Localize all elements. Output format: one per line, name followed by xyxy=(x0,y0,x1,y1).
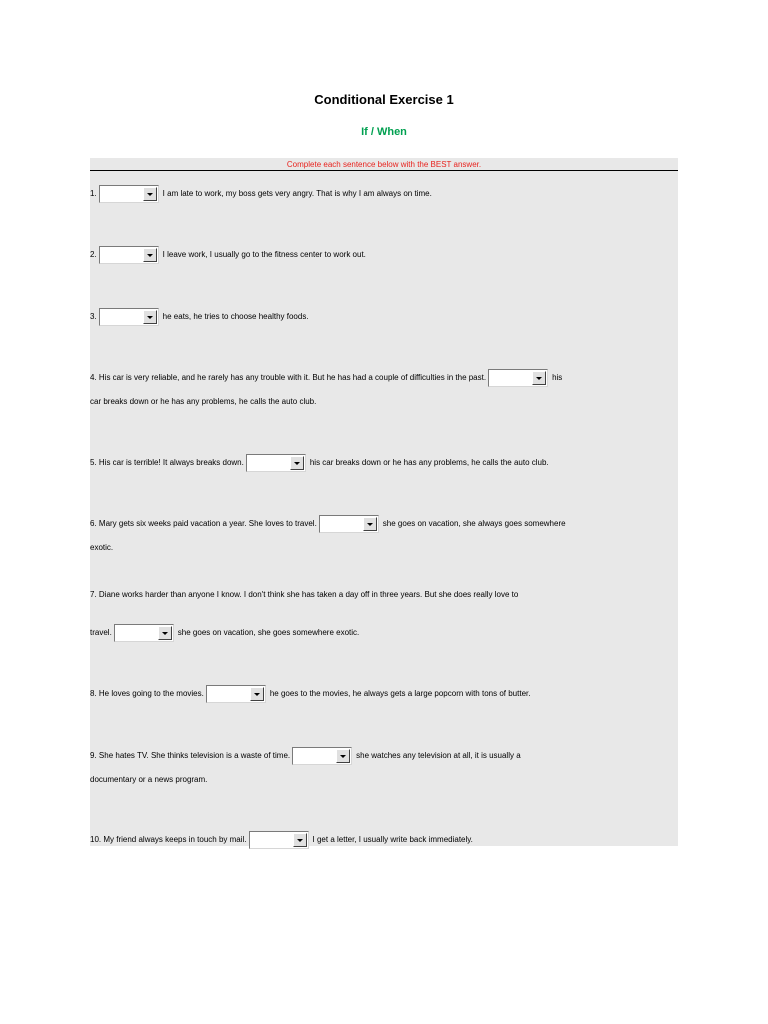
answer-select-10[interactable] xyxy=(249,831,309,849)
question-text-before: His car is terrible! It always breaks down. xyxy=(98,458,244,467)
question-text-after: I am late to work, my boss gets very angry. That is why I am always on time. xyxy=(162,189,432,198)
question-text-after: his xyxy=(552,373,563,382)
question-text-after: I get a letter, I usually write back immediately. xyxy=(312,835,473,844)
answer-select-6[interactable] xyxy=(319,515,379,533)
question-text-before: He loves going to the movies. xyxy=(98,689,204,698)
question-text-after: she goes on vacation, she goes somewhere exotic. xyxy=(177,628,360,637)
question-6 xyxy=(90,512,678,560)
question-number: 6. xyxy=(90,519,97,528)
answer-select-5[interactable] xyxy=(246,454,306,472)
chevron-down-icon[interactable] xyxy=(532,371,546,385)
chevron-down-icon[interactable] xyxy=(336,749,350,763)
question-number: 2. xyxy=(90,250,97,259)
divider xyxy=(90,170,678,171)
question-number: 9. xyxy=(90,751,97,760)
question-number: 4. xyxy=(90,373,97,382)
question-9 xyxy=(90,744,678,792)
question-text-before: My friend always keeps in touch by mail. xyxy=(103,835,247,844)
question-text-after: he goes to the movies, he always gets a large popcorn with tons of butter. xyxy=(269,689,531,698)
chevron-down-icon[interactable] xyxy=(363,517,377,531)
answer-select-7[interactable] xyxy=(114,624,174,642)
question-number: 5. xyxy=(90,458,97,467)
page-title: Conditional Exercise 1 xyxy=(314,92,454,107)
page-subtitle: If / When xyxy=(361,126,407,138)
question-text-continued: car breaks down or he has any problems, he calls the auto club. xyxy=(90,397,317,406)
chevron-down-icon[interactable] xyxy=(143,187,157,201)
question-number: 3. xyxy=(90,312,97,321)
question-number: 7. xyxy=(90,590,97,599)
answer-select-1[interactable] xyxy=(99,185,159,203)
instruction-text: Complete each sentence below with the BEST answer. xyxy=(286,160,482,169)
question-text-after: she goes on vacation, she always goes somewhere xyxy=(382,519,566,528)
question-number: 8. xyxy=(90,689,97,698)
chevron-down-icon[interactable] xyxy=(158,626,172,640)
question-text-after: she watches any television at all, it is usually a xyxy=(356,751,521,760)
exercise-panel xyxy=(90,158,678,846)
question-number: 1. xyxy=(90,189,97,198)
question-number: 10. xyxy=(90,835,102,844)
question-text-continued: documentary or a news program. xyxy=(90,775,208,784)
question-3 xyxy=(90,305,678,329)
answer-select-4[interactable] xyxy=(488,369,548,387)
question-4 xyxy=(90,366,678,414)
chevron-down-icon[interactable] xyxy=(290,456,304,470)
question-text-continued: exotic. xyxy=(90,543,114,552)
question-text-before: Mary gets six weeks paid vacation a year. She loves to travel. xyxy=(98,519,317,528)
question-text-after: he eats, he tries to choose healthy foods. xyxy=(162,312,309,321)
question-1 xyxy=(90,182,678,206)
chevron-down-icon[interactable] xyxy=(293,833,307,847)
question-text-before: She hates TV. She thinks television is a waste of time. xyxy=(98,751,291,760)
chevron-down-icon[interactable] xyxy=(143,248,157,262)
answer-select-3[interactable] xyxy=(99,308,159,326)
question-10 xyxy=(90,828,678,852)
question-text-before: travel. xyxy=(90,628,112,637)
chevron-down-icon[interactable] xyxy=(143,310,157,324)
question-2 xyxy=(90,243,678,267)
question-text-after: I leave work, I usually go to the fitness center to work out. xyxy=(162,250,366,259)
question-text-line1: Diane works harder than anyone I know. I don't think she has taken a day off in three years. But she does really love to xyxy=(98,590,519,599)
question-text-before: His car is very reliable, and he rarely has any trouble with it. But he has had a couple of difficulties in the past. xyxy=(98,373,487,382)
answer-select-9[interactable] xyxy=(292,747,352,765)
question-7 xyxy=(90,583,678,645)
chevron-down-icon[interactable] xyxy=(250,687,264,701)
question-text-after: his car breaks down or he has any problems, he calls the auto club. xyxy=(309,458,549,467)
answer-select-8[interactable] xyxy=(206,685,266,703)
answer-select-2[interactable] xyxy=(99,246,159,264)
question-8 xyxy=(90,682,678,706)
question-5 xyxy=(90,451,678,475)
